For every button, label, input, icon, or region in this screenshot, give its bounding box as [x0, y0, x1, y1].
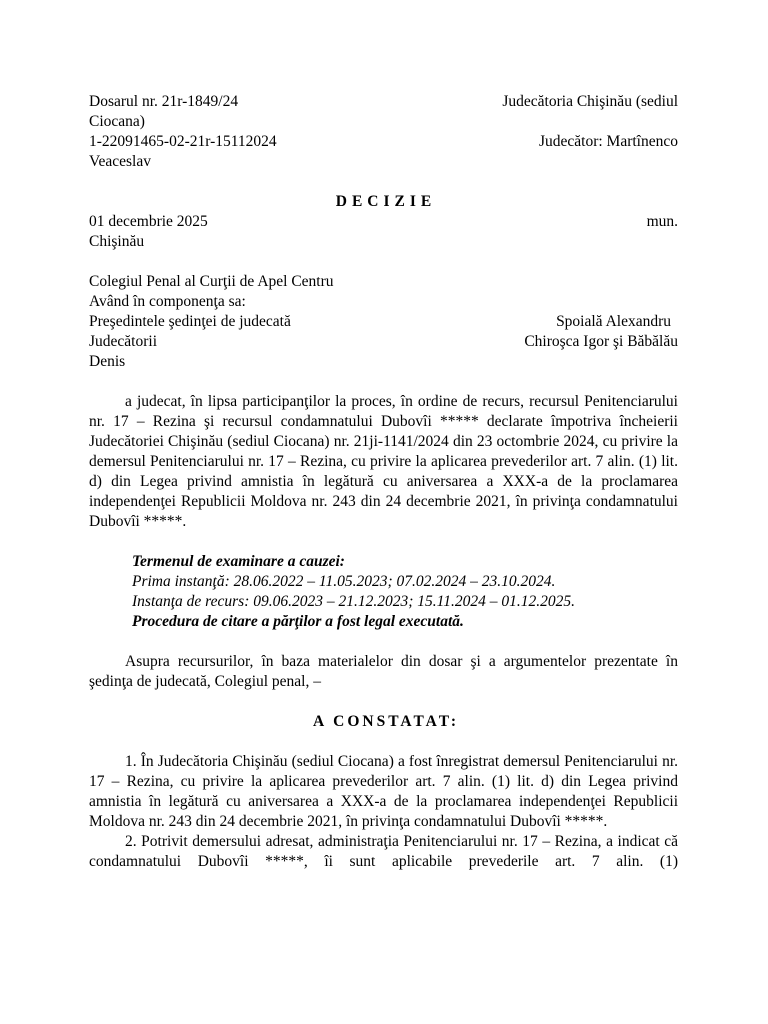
finding-title: A CONSTATAT: [312, 713, 460, 730]
decision-date: 01 decembrie 2025 [89, 213, 208, 230]
date-place-row [89, 212, 678, 232]
terms-first-instance: Prima instanţă: 28.06.2022 – 11.05.2023; 07.02.2024 – 23.10.2024. [132, 573, 556, 590]
header-row-1 [89, 92, 678, 112]
composition-label: Având în componenţa sa: [89, 293, 246, 310]
header-row-2 [89, 132, 678, 152]
judge-name-continued: Veaceslav [89, 153, 151, 170]
president-label: Preşedintele şedinţei de judecată [89, 313, 291, 330]
terms-heading: Termenul de examinare a cauzei: [132, 553, 345, 570]
president-name: Spoială Alexandru [556, 313, 671, 330]
examination-terms [89, 552, 678, 632]
judges-label: Judecătorii [89, 333, 158, 350]
finding-point-1: 1. În Judecătoria Chişinău (sediul Ciocana) a fost înregistrat demersul Penitenciarului nr. 17 – Rezina, cu privire la aplicarea prevederilor art. 7 alin. (1) lit. d) din Legea privind amnistia în legătură cu aniversarea a XXX-a de la proclamarea independenţei Republicii Moldova nr. 243 din 24 decembrie 2021, în privinţa condamnatului Dubovîi *****. [89, 753, 678, 830]
court-name-continued: Ciocana) [89, 113, 145, 130]
case-id: 1-22091465-02-21r-15112024 [89, 133, 277, 150]
decision-place: mun. [646, 213, 678, 230]
intro-paragraph: a judecat, în lipsa participanţilor la proces, în ordine de recurs, recursul Penitenciarului nr. 17 – Rezina şi recursul condamnatului Dubovîi ***** declarate împotriva încheierii Judecătoriei Chişinău (sediul Ciocana) nr. 21ji-1141/2024 din 23 octombrie 2024, cu privire la demersul Penitenciarului nr. 17 – Rezina, cu privire la aplicarea prevederilor art. 7 alin. (1) lit. d) din Legea privind amnistia în legătură cu aniversarea a XXX-a de la proclamarea independenţei Republicii Moldova nr. 243 din 24 decembrie 2021, în privinţa condamnatului Dubovîi *****. [89, 393, 678, 530]
decision-place-continued: Chişinău [89, 233, 145, 250]
college-name: Colegiul Penal al Curţii de Apel Centru [89, 273, 334, 290]
pre-finding-paragraph: Asupra recursurilor, în baza materialelor din dosar şi a argumentelor prezentate în şedinţa de judecată, Colegiul penal, – [89, 653, 678, 690]
court-composition [89, 272, 678, 372]
president-row [89, 312, 678, 332]
finding-point-2: 2. Potrivit demersului adresat, administraţia Penitenciarului nr. 17 – Rezina, a indicat că condamnatului Dubovîi *****, îi sunt aplicabile prevederile art. 7 alin. (1) [89, 833, 678, 870]
case-number: Dosarul nr. 21r-1849/24 [89, 93, 239, 110]
judges-names-continued: Denis [89, 353, 126, 370]
court-name: Judecătoria Chişinău (sediul [502, 93, 678, 110]
document-page [89, 92, 678, 872]
document-title: DECIZIE [335, 193, 437, 210]
citation-procedure: Procedura de citare a părţilor a fost legal executată. [132, 613, 464, 630]
terms-appeal-instance: Instanţa de recurs: 09.06.2023 – 21.12.2023; 15.11.2024 – 01.12.2025. [132, 593, 576, 610]
judges-row [89, 332, 678, 352]
judges-names: Chiroşca Igor şi Băbălău [524, 333, 678, 350]
judge-name: Judecător: Martînenco [538, 133, 678, 150]
